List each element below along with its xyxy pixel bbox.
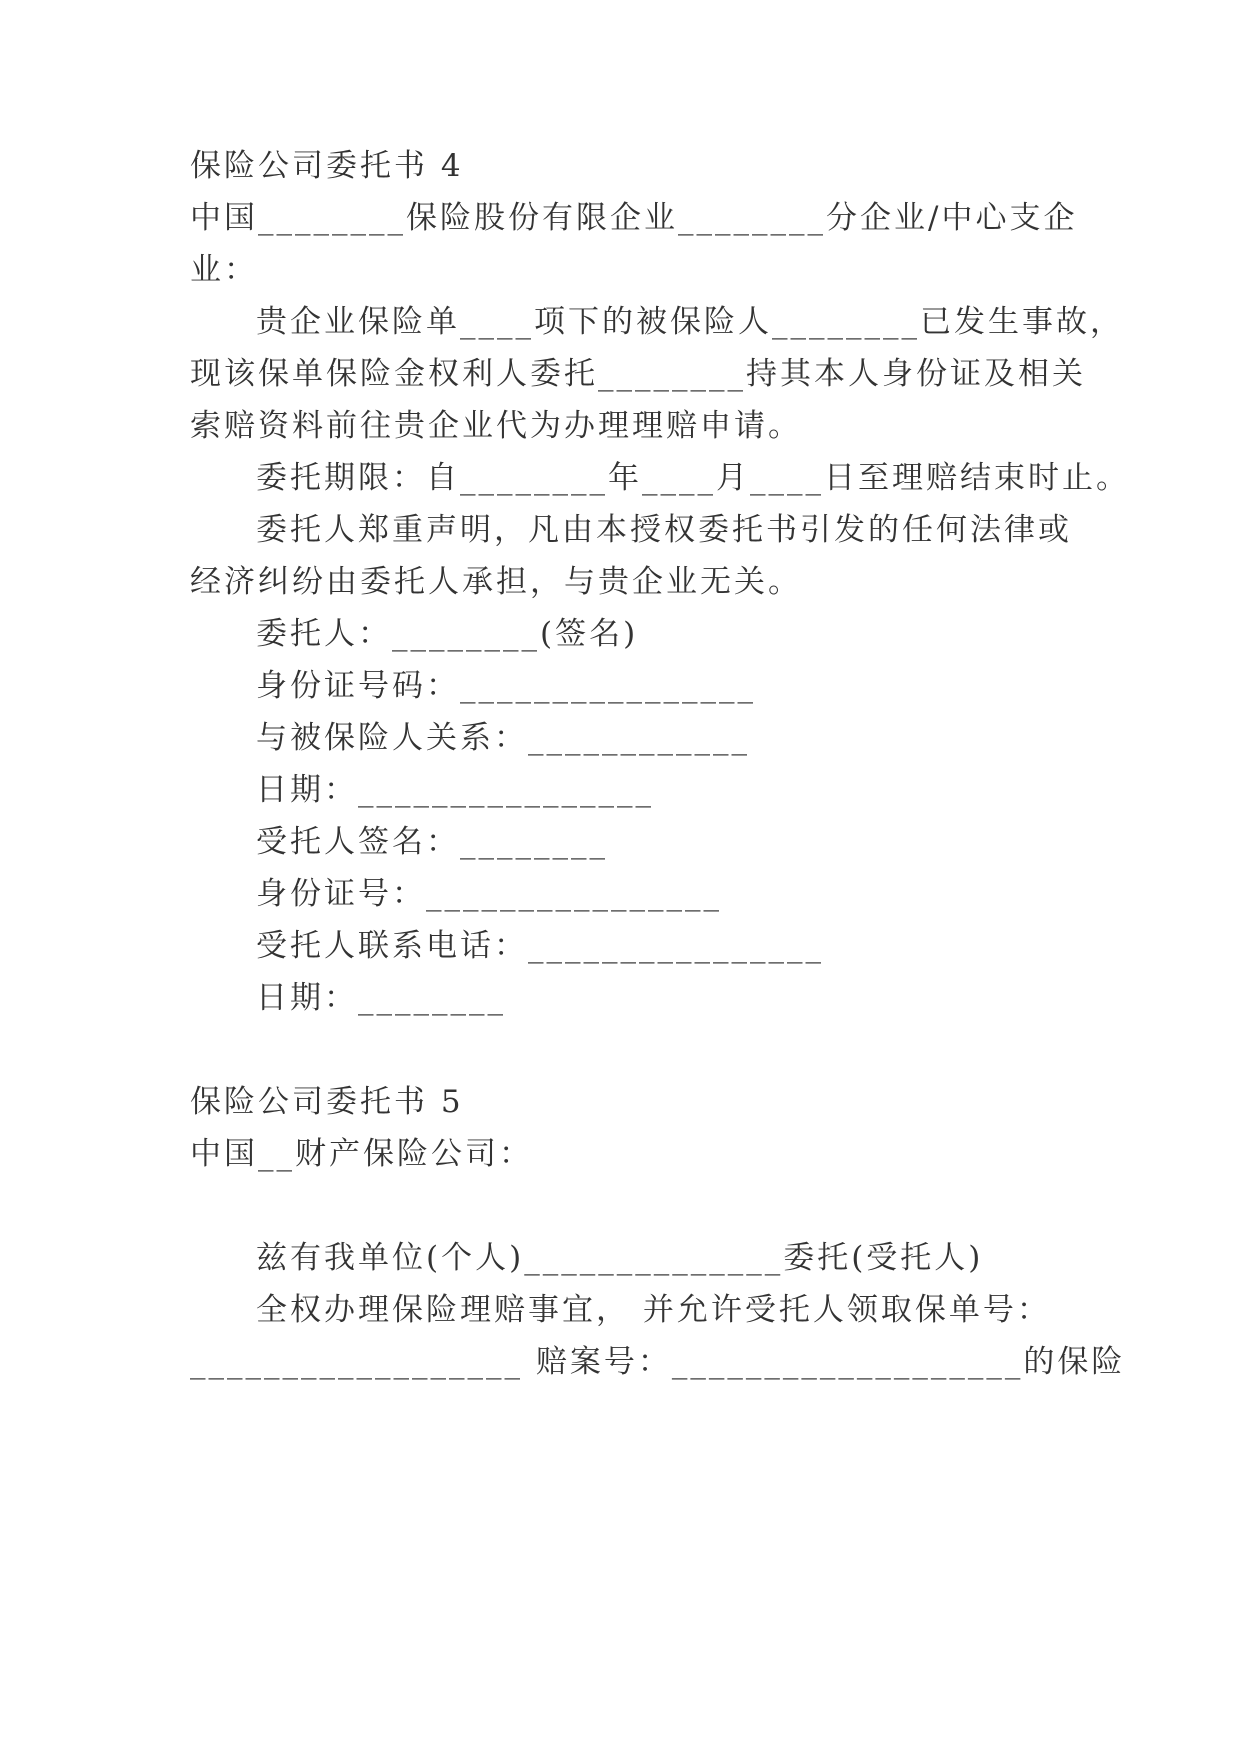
- section4-para1-line3: 索赔资料前往贵企业代为办理理赔申请。: [190, 408, 802, 444]
- field-agent-signature: 受托人签名：________: [256, 824, 608, 860]
- field-principal-id-number: 身份证号码：________________: [256, 668, 756, 704]
- field-relation-to-insured: 与被保险人关系：____________: [256, 720, 750, 756]
- field-agent-id-number: 身份证号：________________: [256, 876, 722, 912]
- section4-period: 委托期限：自________年____月____日至理赔结束时止。: [256, 460, 1130, 496]
- section5-para1-line2: 全权办理保险理赔事宜， 并允许受托人领取保单号：: [256, 1292, 1051, 1328]
- section5-title: 保险公司委托书 5: [190, 1084, 464, 1120]
- section5-addressee: 中国__财产保险公司：: [190, 1136, 533, 1172]
- section4-title: 保险公司委托书 4: [190, 148, 464, 184]
- section4-para3-line2: 经济纠纷由委托人承担，与贵企业无关。: [190, 564, 802, 600]
- section4-para3-line1: 委托人郑重声明，凡由本授权委托书引发的任何法律或: [256, 512, 1072, 548]
- section4-addressee-line2: 业：: [190, 252, 258, 288]
- section4-addressee-line1: 中国________保险股份有限企业________分企业/中心支企: [190, 200, 1078, 236]
- field-agent-phone: 受托人联系电话：________________: [256, 928, 824, 964]
- field-agent-date: 日期：________: [256, 980, 506, 1016]
- field-principal-date: 日期：________________: [256, 772, 654, 808]
- section4-para1-line2: 现该保单保险金权利人委托________持其本人身份证及相关: [190, 356, 1086, 392]
- section5-para1-line3: __________________ 赔案号：___________________的保险: [190, 1344, 1126, 1380]
- field-principal-signature: 委托人：________(签名): [256, 616, 639, 652]
- section5-para1-line1: 兹有我单位(个人)______________委托(受托人): [256, 1240, 984, 1276]
- section4-para1-line1: 贵企业保险单____项下的被保险人________已发生事故，: [256, 304, 1124, 340]
